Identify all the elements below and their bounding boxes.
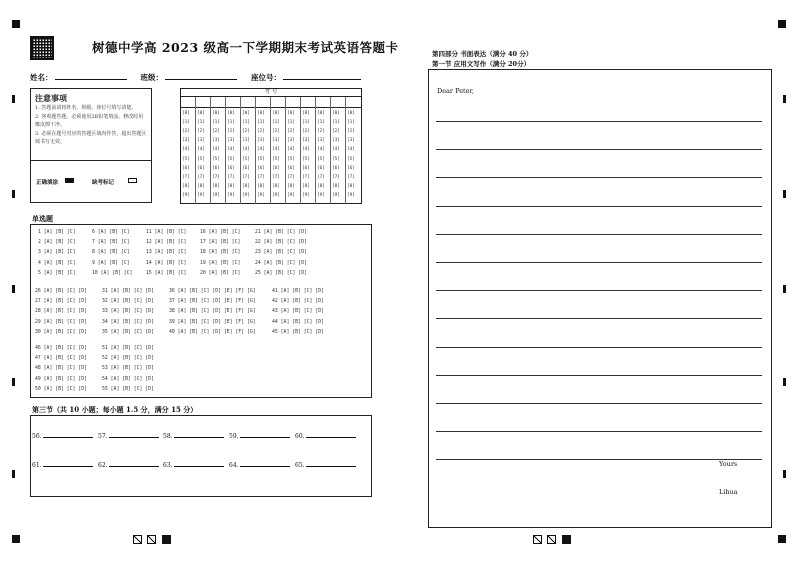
mcq-question[interactable]: 41 [A] [B] [C] [D]: [272, 289, 324, 294]
exam-digit-bubble[interactable]: [9]: [317, 192, 325, 198]
mcq-question[interactable]: 30 [A] [B] [C] [D]: [35, 329, 87, 335]
fill-blank-item[interactable]: [32, 462, 93, 469]
exam-digit-bubble[interactable]: [3]: [242, 138, 250, 144]
exam-digit-bubble[interactable]: [5]: [197, 156, 205, 162]
fill-blank-number: 65.: [295, 462, 305, 469]
notice-item: 3. 必须在题号对应的答题区域内作答，超出答题区域书写无效。: [35, 130, 147, 145]
mcq-question[interactable]: 39 [A] [B] [C] [D] [E] [F] [G]: [169, 319, 256, 325]
mcq-question[interactable]: 48 [A] [B] [C] [D]: [35, 366, 87, 372]
exam-digit-bubble[interactable]: [1]: [347, 120, 355, 126]
exam-digit-bubble[interactable]: [6]: [302, 165, 310, 171]
exam-digit-bubble[interactable]: [8]: [272, 183, 280, 189]
exam-digit-bubble[interactable]: [6]: [317, 165, 325, 171]
exam-digit-bubble[interactable]: [9]: [242, 192, 250, 198]
mcq-question[interactable]: 36 [A] [B] [C] [D] [E] [F] [G]: [169, 289, 256, 294]
letter-closing: Yours: [719, 460, 738, 468]
absent-label: 缺考标记: [92, 180, 115, 186]
mcq-question[interactable]: 44 [A] [B] [C] [D]: [272, 319, 324, 325]
exam-column-divider: [195, 97, 196, 204]
exam-column-divider: [210, 97, 211, 204]
exam-digit-bubble[interactable]: [4]: [332, 147, 340, 153]
exam-column-divider: [300, 97, 301, 204]
exam-digit-bubble[interactable]: [8]: [227, 183, 235, 189]
mcq-question[interactable]: 53 [A] [B] [C] [D]: [102, 366, 154, 372]
exam-digit-bubble[interactable]: [0]: [287, 111, 295, 116]
name-field[interactable]: [55, 72, 127, 80]
mcq-question[interactable]: 13 [A] [B] [C]: [146, 250, 187, 256]
mcq-section-title: 单选题: [32, 214, 53, 223]
writing-line[interactable]: [436, 262, 762, 263]
section3-title: 第三节（共 10 小题；每小题 1.5 分，满分 15 分）: [32, 405, 198, 414]
mcq-question[interactable]: 9 [A] [B] [C]: [92, 260, 130, 266]
student-info-row: [30, 72, 375, 83]
exam-digit-bubble[interactable]: [9]: [182, 192, 190, 198]
mcq-question[interactable]: 12 [A] [B] [C]: [146, 240, 187, 246]
mcq-question[interactable]: 54 [A] [B] [C] [D]: [102, 376, 154, 382]
qr-code: [30, 36, 54, 60]
exam-digit-bubble[interactable]: [1]: [257, 120, 265, 126]
mcq-question[interactable]: 21 [A] [B] [C] [D]: [255, 230, 307, 235]
exam-digit-bubble[interactable]: [8]: [287, 183, 295, 189]
fill-blank-item[interactable]: [98, 462, 159, 469]
exam-digit-bubble[interactable]: [9]: [212, 192, 220, 198]
mcq-question[interactable]: 1 [A] [B] [C]: [38, 230, 76, 235]
notice-item: 1. 答题前请将姓名、班级、座位号填写清楚。: [35, 105, 137, 111]
mcq-question[interactable]: 49 [A] [B] [C] [D]: [35, 376, 87, 382]
fill-blank-number: 63.: [163, 462, 173, 469]
exam-digit-bubble[interactable]: [3]: [182, 138, 190, 144]
writing-line[interactable]: [436, 206, 762, 207]
writing-line[interactable]: [436, 234, 762, 235]
exam-digit-bubble[interactable]: [6]: [257, 165, 265, 171]
notice-title: 注意事项: [35, 93, 67, 103]
mcq-question[interactable]: 40 [A] [B] [C] [D] [E] [F] [G]: [169, 329, 256, 335]
absent-mark-box[interactable]: [128, 178, 137, 183]
exam-digit-bubble[interactable]: [5]: [257, 156, 265, 162]
exam-digit-bubble[interactable]: [1]: [302, 120, 310, 126]
mcq-question[interactable]: 26 [A] [B] [C] [D]: [35, 289, 87, 294]
exam-digit-bubble[interactable]: [3]: [197, 138, 205, 144]
mcq-question[interactable]: 18 [A] [B] [C]: [200, 250, 241, 256]
class-field[interactable]: [165, 72, 237, 80]
writing-line[interactable]: [436, 149, 762, 150]
exam-digit-bubble[interactable]: [3]: [332, 138, 340, 144]
exam-digit-bubble[interactable]: [0]: [242, 111, 250, 116]
fill-blank-item[interactable]: [163, 462, 224, 469]
timing-mark: [778, 20, 786, 28]
exam-digit-bubble[interactable]: [2]: [227, 129, 235, 135]
exam-digit-bubble[interactable]: [7]: [332, 174, 340, 180]
name-label: 姓名：: [30, 73, 53, 82]
correct-fill-sample: [65, 178, 74, 183]
mcq-question[interactable]: 43 [A] [B] [C] [D]: [272, 309, 324, 315]
timing-mark: [783, 190, 786, 198]
mcq-question[interactable]: 20 [A] [B] [C]: [200, 270, 241, 276]
fill-blank-number: 57.: [98, 433, 108, 440]
exam-digit-bubble[interactable]: [2]: [272, 129, 280, 135]
exam-digit-bubble[interactable]: [2]: [287, 129, 295, 135]
timing-mark: [12, 20, 20, 28]
seat-field[interactable]: [283, 72, 361, 80]
exam-digit-bubble[interactable]: [5]: [182, 156, 190, 162]
exam-digit-bubble[interactable]: [8]: [212, 183, 220, 189]
writing-line[interactable]: [436, 375, 762, 376]
exam-digit-bubble[interactable]: [7]: [257, 174, 265, 180]
writing-line[interactable]: [436, 121, 762, 122]
exam-digit-bubble[interactable]: [1]: [212, 120, 220, 126]
exam-digit-bubble[interactable]: [2]: [257, 129, 265, 135]
exam-digit-bubble[interactable]: [0]: [317, 111, 325, 116]
notice-text: [35, 104, 147, 147]
mcq-question[interactable]: 51 [A] [B] [C] [D]: [102, 346, 154, 351]
exam-column-divider: [345, 97, 346, 204]
timing-mark: [778, 535, 786, 543]
exam-digit-bubble[interactable]: [9]: [287, 192, 295, 198]
fill-blank-line[interactable]: [306, 466, 356, 467]
exam-digit-bubble[interactable]: [5]: [272, 156, 280, 162]
exam-digit-bubble[interactable]: [7]: [347, 174, 355, 180]
fill-blank-number: 60.: [295, 433, 305, 440]
page-code-mark: [533, 535, 542, 544]
mcq-question[interactable]: 8 [A] [B] [C]: [92, 250, 130, 256]
mcq-question[interactable]: 42 [A] [B] [C] [D]: [272, 299, 324, 305]
mcq-question[interactable]: 25 [A] [B] [C] [D]: [255, 270, 307, 276]
exam-digit-bubble[interactable]: [6]: [227, 165, 235, 171]
fill-blank-line[interactable]: [174, 437, 224, 438]
exam-digit-bubble[interactable]: [5]: [212, 156, 220, 162]
exam-digit-bubble[interactable]: [0]: [227, 111, 235, 116]
fill-blank-item[interactable]: [98, 433, 159, 440]
writing-line[interactable]: [436, 177, 762, 178]
exam-digit-bubble[interactable]: [8]: [302, 183, 310, 189]
exam-digit-bubble[interactable]: [8]: [257, 183, 265, 189]
exam-digit-bubble[interactable]: [0]: [257, 111, 265, 116]
exam-digit-bubble[interactable]: [7]: [302, 174, 310, 180]
exam-digit-bubble[interactable]: [4]: [242, 147, 250, 153]
fill-blank-number: 59.: [229, 433, 239, 440]
exam-digit-bubble[interactable]: [5]: [332, 156, 340, 162]
fill-blank-item[interactable]: [163, 433, 224, 440]
writing-line[interactable]: [436, 459, 762, 460]
exam-digit-bubble[interactable]: [2]: [317, 129, 325, 135]
exam-digit-bubble[interactable]: [4]: [272, 147, 280, 153]
page-code-mark: [562, 535, 571, 544]
exam-digit-bubble[interactable]: [7]: [227, 174, 235, 180]
exam-digit-bubble[interactable]: [0]: [182, 111, 190, 116]
mcq-question[interactable]: 38 [A] [B] [C] [D] [E] [F] [G]: [169, 309, 256, 315]
mcq-question[interactable]: 45 [A] [B] [C] [D]: [272, 329, 324, 335]
mcq-question[interactable]: 3 [A] [B] [C]: [38, 250, 76, 256]
exam-digit-bubble[interactable]: [2]: [302, 129, 310, 135]
exam-digit-bubble[interactable]: [4]: [182, 147, 190, 153]
exam-digit-bubble[interactable]: [7]: [182, 174, 190, 180]
exam-digit-bubble[interactable]: [6]: [242, 165, 250, 171]
exam-column-divider: [270, 97, 271, 204]
exam-digit-bubble[interactable]: [1]: [332, 120, 340, 126]
fill-blank-line[interactable]: [43, 437, 93, 438]
exam-digit-bubble[interactable]: [4]: [212, 147, 220, 153]
fill-blank-item[interactable]: [295, 462, 356, 469]
exam-digit-bubble[interactable]: [7]: [317, 174, 325, 180]
mcq-question[interactable]: 7 [A] [B] [C]: [92, 240, 130, 246]
mcq-question[interactable]: 52 [A] [B] [C] [D]: [102, 356, 154, 362]
exam-digit-bubble[interactable]: [6]: [197, 165, 205, 171]
writing-line[interactable]: [436, 318, 762, 319]
fill-blank-item[interactable]: [229, 462, 290, 469]
mcq-question[interactable]: 5 [A] [B] [C]: [38, 270, 76, 276]
exam-digit-bubble[interactable]: [3]: [287, 138, 295, 144]
exam-digit-bubble[interactable]: [8]: [332, 183, 340, 189]
exam-column-divider: [285, 97, 286, 204]
exam-digit-bubble[interactable]: [1]: [242, 120, 250, 126]
exam-digit-bubble[interactable]: [5]: [287, 156, 295, 162]
mcq-question[interactable]: 22 [A] [B] [C] [D]: [255, 240, 307, 246]
mcq-question[interactable]: 19 [A] [B] [C]: [200, 260, 241, 266]
exam-digit-bubble[interactable]: [2]: [212, 129, 220, 135]
mcq-question[interactable]: 4 [A] [B] [C]: [38, 260, 76, 266]
exam-digit-bubble[interactable]: [1]: [272, 120, 280, 126]
exam-digit-bubble[interactable]: [9]: [257, 192, 265, 198]
exam-digit-bubble[interactable]: [1]: [227, 120, 235, 126]
exam-digit-bubble[interactable]: [1]: [197, 120, 205, 126]
notice-divider: [30, 160, 152, 161]
page-code-mark: [147, 535, 156, 544]
exam-digit-bubble[interactable]: [7]: [197, 174, 205, 180]
fill-blank-line[interactable]: [43, 466, 93, 467]
exam-digit-bubble[interactable]: [8]: [182, 183, 190, 189]
exam-column-divider: [330, 97, 331, 204]
timing-mark: [783, 285, 786, 293]
fill-blank-number: 56.: [32, 433, 42, 440]
mcq-question[interactable]: 10 [A] [B] [C]: [92, 270, 133, 276]
exam-digit-bubble[interactable]: [9]: [347, 192, 355, 198]
timing-mark: [12, 190, 15, 198]
mcq-question[interactable]: 47 [A] [B] [C] [D]: [35, 356, 87, 362]
timing-mark: [12, 535, 20, 543]
exam-digit-bubble[interactable]: [7]: [242, 174, 250, 180]
fill-blank-item[interactable]: [229, 433, 290, 440]
exam-digit-bubble[interactable]: [8]: [347, 183, 355, 189]
page-code-mark: [133, 535, 142, 544]
exam-column-divider: [240, 97, 241, 204]
fill-blank-line[interactable]: [240, 437, 290, 438]
exam-digit-bubble[interactable]: [4]: [317, 147, 325, 153]
notice-item: 2. 客观题答题，必须使用2B铅笔填涂，修改时用橡皮擦干净。: [35, 113, 144, 128]
writing-line[interactable]: [436, 290, 762, 291]
mcq-question[interactable]: 17 [A] [B] [C]: [200, 240, 241, 246]
exam-digit-bubble[interactable]: [6]: [212, 165, 220, 171]
mcq-question[interactable]: 32 [A] [B] [C] [D]: [102, 299, 154, 305]
mcq-question[interactable]: 2 [A] [B] [C]: [38, 240, 76, 246]
fill-blank-line[interactable]: [109, 466, 159, 467]
exam-digit-bubble[interactable]: [9]: [272, 192, 280, 198]
mcq-question[interactable]: 35 [A] [B] [C] [D]: [102, 329, 154, 335]
mcq-question[interactable]: 11 [A] [B] [C]: [146, 230, 187, 235]
timing-mark: [783, 378, 786, 386]
exam-digit-bubble[interactable]: [1]: [317, 120, 325, 126]
exam-digit-bubble[interactable]: [6]: [272, 165, 280, 171]
exam-digit-bubble[interactable]: [6]: [182, 165, 190, 171]
mcq-question[interactable]: 37 [A] [B] [C] [D] [E] [F] [G]: [169, 299, 256, 305]
exam-digit-bubble[interactable]: [0]: [197, 111, 205, 116]
exam-digit-bubble[interactable]: [4]: [257, 147, 265, 153]
fill-blank-line[interactable]: [306, 437, 356, 438]
exam-digit-bubble[interactable]: [9]: [332, 192, 340, 198]
exam-digit-bubble[interactable]: [2]: [347, 129, 355, 135]
correct-fill-label: 正确填涂: [36, 180, 59, 186]
exam-digit-bubble[interactable]: [2]: [182, 129, 190, 135]
exam-digit-bubble[interactable]: [5]: [242, 156, 250, 162]
exam-digit-bubble[interactable]: [7]: [272, 174, 280, 180]
fill-blank-line[interactable]: [109, 437, 159, 438]
exam-column-divider: [255, 97, 256, 204]
exam-digit-bubble[interactable]: [5]: [317, 156, 325, 162]
fill-blank-number: 64.: [229, 462, 239, 469]
exam-digit-bubble[interactable]: [1]: [287, 120, 295, 126]
exam-digit-bubble[interactable]: [6]: [347, 165, 355, 171]
exam-digit-bubble[interactable]: [4]: [227, 147, 235, 153]
exam-digit-bubble[interactable]: [0]: [332, 111, 340, 116]
mcq-question[interactable]: 50 [A] [B] [C] [D]: [35, 386, 87, 392]
mcq-question[interactable]: 24 [A] [B] [C] [D]: [255, 260, 307, 266]
exam-digit-bubble[interactable]: [3]: [272, 138, 280, 144]
page-code-mark: [547, 535, 556, 544]
exam-digit-bubble[interactable]: [2]: [242, 129, 250, 135]
exam-digit-bubble[interactable]: [8]: [317, 183, 325, 189]
exam-digit-bubble[interactable]: [4]: [287, 147, 295, 153]
timing-mark: [12, 378, 15, 386]
mcq-question[interactable]: 33 [A] [B] [C] [D]: [102, 309, 154, 315]
exam-digit-bubble[interactable]: [3]: [347, 138, 355, 144]
exam-digit-bubble[interactable]: [6]: [332, 165, 340, 171]
section3-box: [30, 415, 372, 497]
timing-mark: [12, 285, 15, 293]
exam-digit-bubble[interactable]: [0]: [347, 111, 355, 116]
exam-digit-bubble[interactable]: [9]: [197, 192, 205, 198]
writing-line[interactable]: [436, 347, 762, 348]
mcq-question[interactable]: 6 [A] [B] [C]: [92, 230, 130, 235]
timing-mark: [12, 470, 15, 478]
exam-digit-bubble[interactable]: [5]: [302, 156, 310, 162]
timing-mark: [783, 470, 786, 478]
exam-digit-bubble[interactable]: [6]: [287, 165, 295, 171]
mcq-question[interactable]: 16 [A] [B] [C]: [200, 230, 241, 235]
writing-line[interactable]: [436, 431, 762, 432]
exam-digit-bubble[interactable]: [0]: [272, 111, 280, 116]
mcq-question[interactable]: 14 [A] [B] [C]: [146, 260, 187, 266]
exam-digit-bubble[interactable]: [9]: [302, 192, 310, 198]
writing-part-title: 第四部分 书面表达（满分 40 分）: [432, 50, 533, 58]
mcq-question[interactable]: 27 [A] [B] [C] [D]: [35, 299, 87, 305]
writing-section-title: 第一节 应用文写作（满分 20分）: [432, 60, 531, 68]
exam-number-header: 考 号: [180, 88, 362, 97]
timing-mark: [783, 95, 786, 103]
exam-digit-bubble[interactable]: [3]: [257, 138, 265, 144]
fill-blank-line[interactable]: [240, 466, 290, 467]
class-label: 班级：: [140, 73, 163, 82]
exam-digit-bubble[interactable]: [9]: [227, 192, 235, 198]
mcq-question[interactable]: 15 [A] [B] [C]: [146, 270, 187, 276]
writing-line[interactable]: [436, 403, 762, 404]
fill-blank-item[interactable]: [295, 433, 356, 440]
letter-greeting: Dear Peter,: [437, 87, 474, 95]
fill-blank-line[interactable]: [174, 466, 224, 467]
fill-blank-number: 58.: [163, 433, 173, 440]
exam-number-write-row[interactable]: [180, 97, 362, 108]
mcq-question[interactable]: 46 [A] [B] [C] [D]: [35, 346, 87, 351]
exam-digit-bubble[interactable]: [8]: [197, 183, 205, 189]
letter-signature: Lihua: [719, 488, 738, 496]
exam-digit-bubble[interactable]: [3]: [227, 138, 235, 144]
seat-label: 座位号：: [251, 73, 281, 82]
exam-digit-bubble[interactable]: [1]: [182, 120, 190, 126]
fill-blank-number: 62.: [98, 462, 108, 469]
exam-digit-bubble[interactable]: [7]: [287, 174, 295, 180]
exam-column-divider: [315, 97, 316, 204]
exam-digit-bubble[interactable]: [4]: [197, 147, 205, 153]
mcq-question[interactable]: 23 [A] [B] [C] [D]: [255, 250, 307, 256]
exam-digit-bubble[interactable]: [3]: [302, 138, 310, 144]
mcq-question[interactable]: 34 [A] [B] [C] [D]: [102, 319, 154, 325]
exam-digit-bubble[interactable]: [2]: [197, 129, 205, 135]
exam-digit-bubble[interactable]: [0]: [302, 111, 310, 116]
exam-digit-bubble[interactable]: [4]: [302, 147, 310, 153]
exam-digit-bubble[interactable]: [7]: [212, 174, 220, 180]
fill-blank-item[interactable]: [32, 433, 93, 440]
answer-sheet-title: 树德中学高 2023 级高一下学期期末考试英语答题卡: [92, 40, 399, 55]
fill-blank-number: 61.: [32, 462, 42, 469]
mcq-question[interactable]: 31 [A] [B] [C] [D]: [102, 289, 154, 294]
timing-mark: [12, 95, 15, 103]
exam-digit-bubble[interactable]: [5]: [227, 156, 235, 162]
exam-digit-bubble[interactable]: [5]: [347, 156, 355, 162]
mcq-question[interactable]: 28 [A] [B] [C] [D]: [35, 309, 87, 315]
exam-digit-bubble[interactable]: [3]: [212, 138, 220, 144]
mcq-question[interactable]: 55 [A] [B] [C] [D]: [102, 386, 154, 392]
exam-digit-bubble[interactable]: [0]: [212, 111, 220, 116]
exam-digit-bubble[interactable]: [3]: [317, 138, 325, 144]
page-code-mark: [162, 535, 171, 544]
exam-digit-bubble[interactable]: [8]: [242, 183, 250, 189]
exam-digit-bubble[interactable]: [4]: [347, 147, 355, 153]
mcq-question[interactable]: 29 [A] [B] [C] [D]: [35, 319, 87, 325]
exam-digit-bubble[interactable]: [2]: [332, 129, 340, 135]
exam-column-divider: [225, 97, 226, 204]
